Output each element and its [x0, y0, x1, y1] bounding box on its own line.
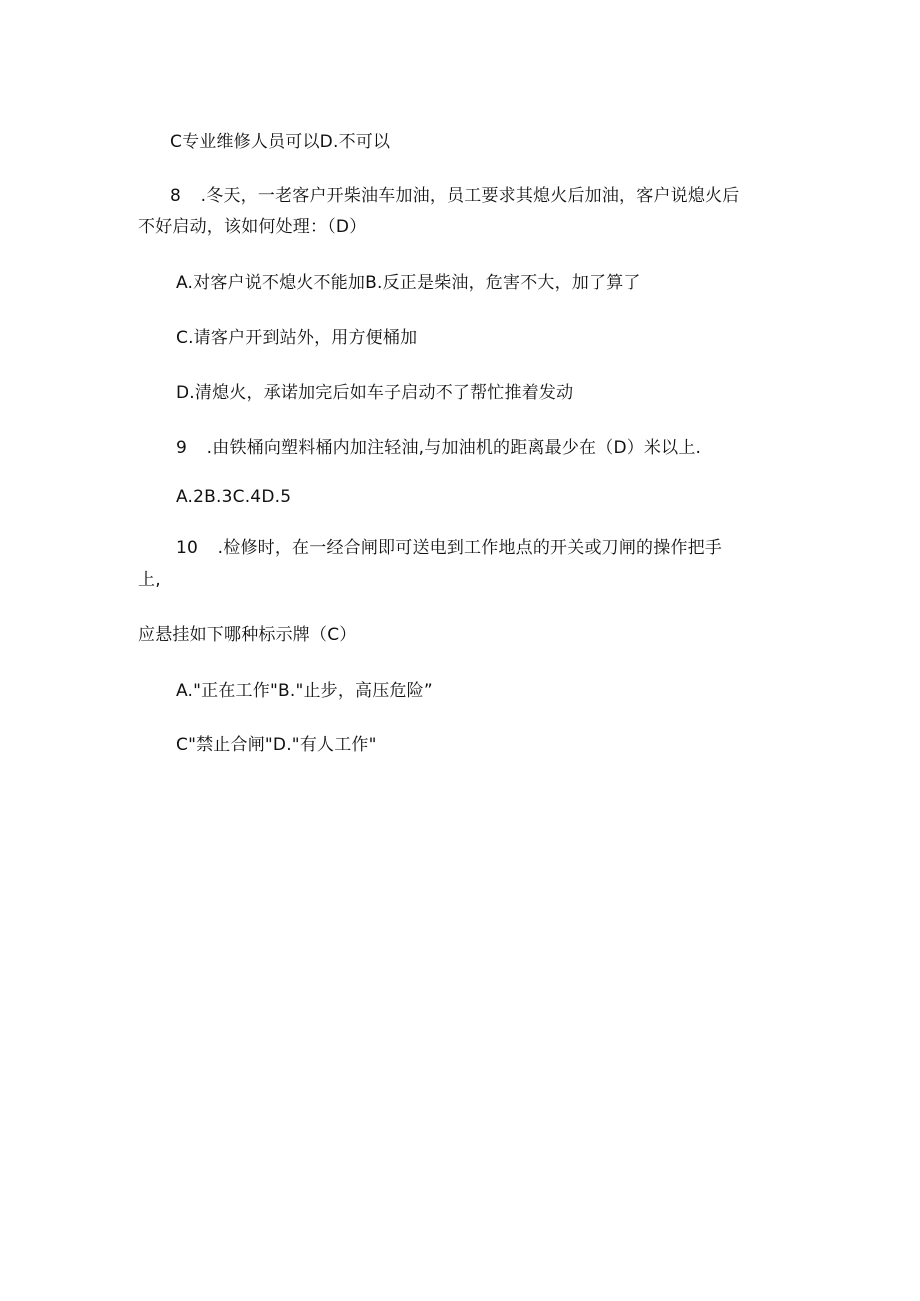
q8-number: 8: [170, 186, 182, 206]
q8-question-line-1: [170, 185, 739, 207]
q10-number: 10: [176, 538, 199, 558]
q10-option-cd: C"禁止合闸"D."有人工作": [176, 735, 377, 755]
q7-option-cd: C专业维修人员可以D.不可以: [170, 132, 391, 152]
q8-text-1: .冬天，一老客户开柴油车加油，员工要求其熄火后加油，客户说熄火后: [200, 186, 740, 206]
q8-question-line-2: 不好启动，该如何处理：（D）: [138, 217, 367, 237]
q10-question-line-1: [176, 537, 722, 559]
q10-question-line-3: 应悬挂如下哪种标示牌（C）: [138, 625, 357, 645]
q8-option-ab: A.对客户说不熄火不能加B.反正是柴油，危害不大，加了算了: [176, 273, 641, 293]
q9-question: [176, 437, 701, 459]
q8-option-c: C.请客户开到站外，用方便桶加: [176, 328, 418, 348]
q8-option-d: D.清熄火，承诺加完后如车子启动不了帮忙推着发动: [176, 383, 574, 403]
q10-question-line-2: 上,: [138, 570, 161, 590]
q9-options: A.2B.3C.4D.5: [176, 487, 292, 507]
q9-number: 9: [176, 438, 188, 458]
q10-option-ab: A."正在工作"B."止步，高压危险”: [176, 681, 433, 701]
q9-text: .由铁桶向塑料桶内加注轻油,与加油机的距离最少在（D）米以上.: [206, 438, 702, 458]
q10-text-1: .检修时，在一经合闸即可送电到工作地点的开关或刀闸的操作把手: [217, 538, 723, 558]
